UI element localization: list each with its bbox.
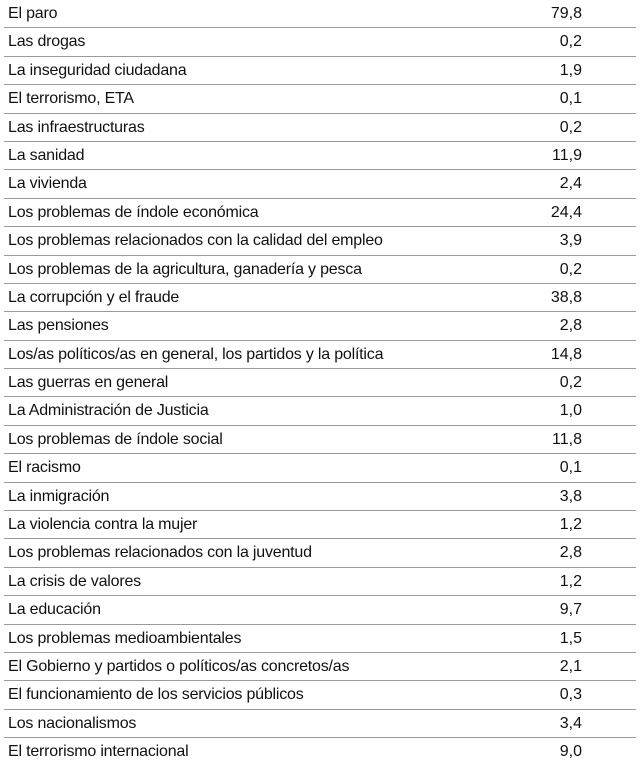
row-label: Los problemas de índole social xyxy=(8,430,223,448)
row-label: Los problemas relacionados con la juventud xyxy=(8,544,312,562)
table-row xyxy=(4,397,636,425)
row-value: 24,4 xyxy=(550,203,582,221)
row-value: 1,2 xyxy=(559,572,582,590)
row-label: La corrupción y el fraude xyxy=(8,288,180,306)
row-label: La vivienda xyxy=(8,175,87,193)
table-row xyxy=(4,142,636,170)
row-label: Los problemas relacionados con la calidad del empleo xyxy=(8,232,383,250)
table-row xyxy=(4,28,636,56)
table-row xyxy=(4,483,636,511)
table-row xyxy=(4,426,636,454)
row-value: 9,7 xyxy=(559,601,582,619)
row-label: Las pensiones xyxy=(8,317,109,335)
row-label: El funcionamiento de los servicios públicos xyxy=(8,686,304,704)
row-label: La inseguridad ciudadana xyxy=(8,61,187,79)
table-row xyxy=(4,710,636,738)
row-label: La sanidad xyxy=(8,146,85,164)
table-row xyxy=(4,114,636,142)
row-label: La violencia contra la mujer xyxy=(8,516,198,534)
row-value: 0,2 xyxy=(559,33,582,51)
row-value: 2,8 xyxy=(559,317,582,335)
row-value: 9,0 xyxy=(559,743,582,761)
row-value: 1,9 xyxy=(559,61,582,79)
table-row xyxy=(4,341,636,369)
row-value: 1,2 xyxy=(559,516,582,534)
row-label: El paro xyxy=(8,5,58,22)
table-row xyxy=(4,568,636,596)
row-label: El racismo xyxy=(8,459,81,477)
row-value: 0,1 xyxy=(559,90,582,108)
table-row xyxy=(4,170,636,198)
problems-table xyxy=(4,0,636,767)
row-label: Los problemas medioambientales xyxy=(8,629,242,647)
row-label: La educación xyxy=(8,601,101,619)
table-row xyxy=(4,653,636,681)
table-row xyxy=(4,454,636,482)
row-value: 0,2 xyxy=(559,118,582,136)
row-label: La Administración de Justicia xyxy=(8,402,209,420)
row-label: La inmigración xyxy=(8,487,110,505)
row-label: La crisis de valores xyxy=(8,572,141,590)
row-value: 14,8 xyxy=(550,345,582,363)
row-label: Los nacionalismos xyxy=(8,714,137,732)
row-value: 0,3 xyxy=(559,686,582,704)
row-value: 11,9 xyxy=(552,146,582,164)
table-row xyxy=(4,227,636,255)
row-value: 2,4 xyxy=(559,175,582,193)
row-label: Los problemas de índole económica xyxy=(8,203,259,221)
row-label: Las drogas xyxy=(8,33,86,51)
table-row xyxy=(4,539,636,567)
row-value: 11,8 xyxy=(552,430,582,448)
row-label: El Gobierno y partidos o políticos/as concretos/as xyxy=(8,657,350,675)
row-value: 0,2 xyxy=(559,260,582,278)
table-row xyxy=(4,596,636,624)
row-value: 1,5 xyxy=(559,629,582,647)
row-value: 3,4 xyxy=(559,714,582,732)
row-label: El terrorismo internacional xyxy=(8,743,189,761)
row-value: 3,9 xyxy=(559,232,582,250)
table-row xyxy=(4,738,636,766)
row-value: 79,8 xyxy=(550,5,582,22)
table-row xyxy=(4,256,636,284)
table-row xyxy=(4,57,636,85)
row-value: 0,2 xyxy=(559,374,582,392)
table-row xyxy=(4,369,636,397)
row-label: Las infraestructuras xyxy=(8,118,145,136)
table-row xyxy=(4,85,636,113)
table-row xyxy=(4,199,636,227)
row-label: Las guerras en general xyxy=(8,374,169,392)
row-label: El terrorismo, ETA xyxy=(8,90,134,108)
row-value: 38,8 xyxy=(550,288,582,306)
table-row xyxy=(4,0,636,28)
table-row xyxy=(4,284,636,312)
row-value: 1,0 xyxy=(559,402,582,420)
row-value: 2,8 xyxy=(559,544,582,562)
row-value: 2,1 xyxy=(559,657,582,675)
table-row xyxy=(4,312,636,340)
table-row xyxy=(4,625,636,653)
row-value: 0,1 xyxy=(559,459,582,477)
table-row xyxy=(4,511,636,539)
row-label: Los problemas de la agricultura, ganadería y pesca xyxy=(8,260,362,278)
row-value: 3,8 xyxy=(559,487,582,505)
table-row xyxy=(4,681,636,709)
row-label: Los/as políticos/as en general, los partidos y la política xyxy=(8,345,384,363)
